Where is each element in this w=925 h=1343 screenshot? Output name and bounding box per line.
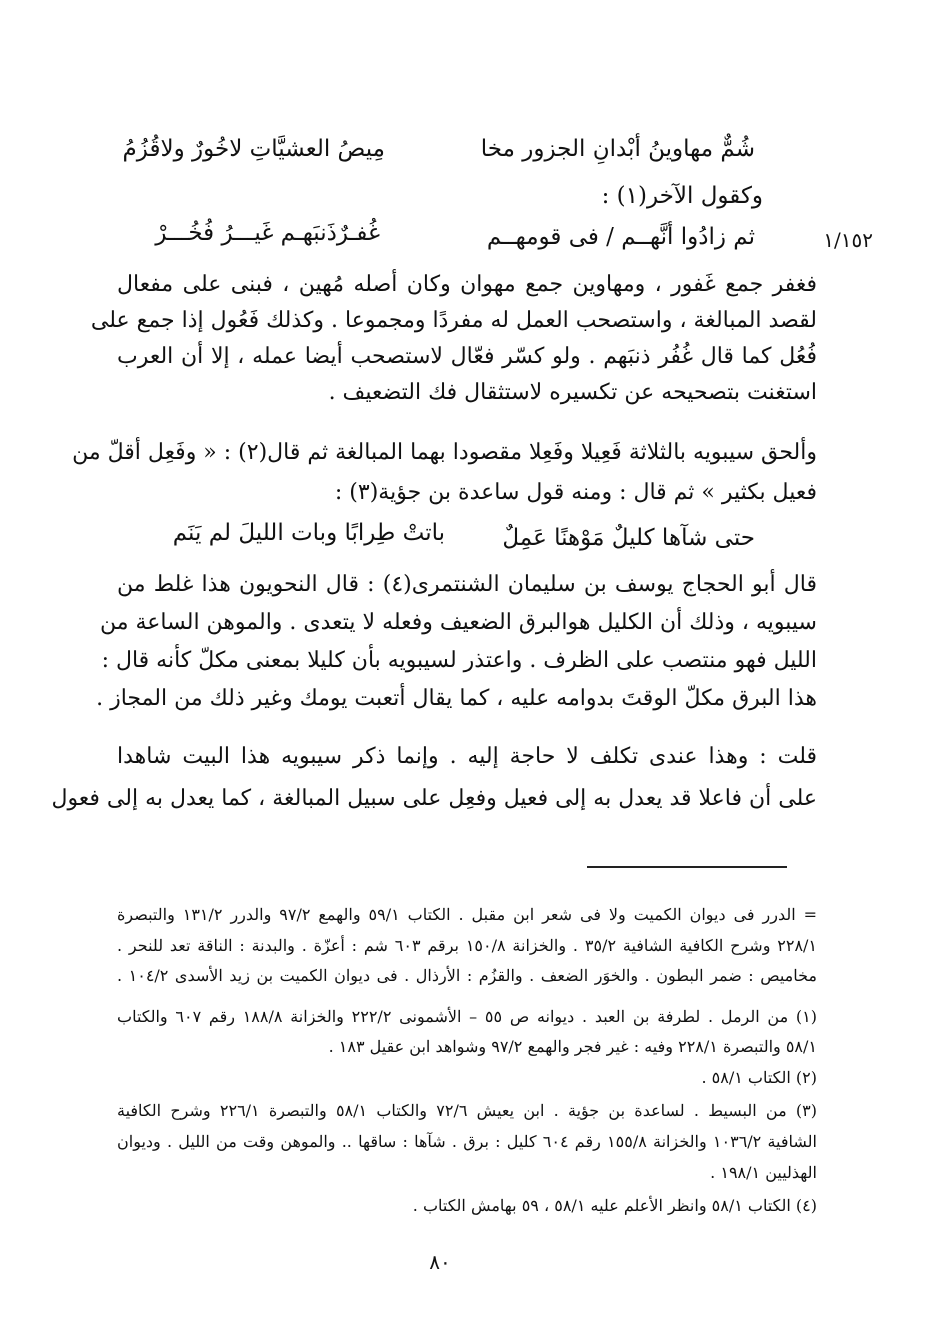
paragraph-3-line-3: الليل فهو منتصب على الظرف . واعتذر لسيبويه بأن كليلا بمعنى مكلّ كأنه قال :: [101, 648, 817, 673]
paragraph-1-line-3: فُعُل كما قال غُفُر ذنبَهم . ولو كسّر فعّال لاستصحب أيضا عمله ، إلا أن العرب: [117, 344, 817, 369]
paragraph-1-line-4: استغنت بتصحيحه عن تكسيره لاستثقال فك التضعيف .: [328, 380, 817, 405]
paragraph-4-line-2: على أن فاعلا قد يعدل به إلى فعيل وفعِل على سبيل المبالغة ، كما يعدل به إلى فعول: [51, 786, 817, 811]
margin-page-reference: ١/١٥٢: [823, 228, 873, 252]
verse-3-first-hemistich: حتى شآها كليلٌ مَوْهنًا عَمِلٌ: [502, 525, 755, 551]
footnote-1-line-2: ٥٨/١ والتبصرة ٢٢٨/١ وفيه : غير فجر والهمع ٩٧/٢ وشواهد ابن عقيل ١٨٣ .: [328, 1037, 817, 1056]
footnote-continuation-line-3: مخاميص : ضمر البطون . والخوَر الضعف . والقزُم : الأرذال . فى ديوان الكميت بن زيد الأسدى ١٠٤/٢ .: [117, 966, 818, 985]
footnote-separator: [587, 866, 787, 868]
paragraph-1-line-2: لقصد المبالغة ، واستصحب العمل له مفردًا ومجموعا . وكذلك فَعُول إذا جمع على: [90, 308, 817, 333]
paragraph-2-line-1: وألحق سيبويه بالثلاثة فَعِيلا وفَعِلا مقصودا بهما المبالغة ثم قال(٢) : « وفَعِل أقلّ من: [72, 440, 817, 465]
paragraph-3-line-1: قال أبو الحجاج يوسف بن سليمان الشنتمرى(٤) : قال النحويون هذا غلط من: [117, 572, 817, 597]
verse-2-intro: وكقول الآخر(١) :: [601, 183, 763, 209]
footnote-continuation-line-1: = الدرر فى ديوان الكميت ولا فى شعر ابن مقبل . الكتاب ٥٩/١ والهمع ٩٧/٢ والدرر ١٣١/٢ والتبصرة: [117, 905, 818, 924]
footnote-4: (٤) الكتاب ٥٨/١ وانظر الأعلم عليه ٥٨/١ ، ٥٩ بهامش الكتاب .: [412, 1196, 817, 1215]
footnote-3-line-2: الشافية ١٠٣٦/٢ والخزانة ١٥٥/٨ رقم ٦٠٤ كليل : برق . شآها : ساقها .. والموهن وقت من الليل . وديوان: [117, 1132, 818, 1151]
verse-3-second-hemistich: باتتْ طِرابًا وبات الليلَ لم يَنَم: [172, 520, 445, 546]
footnote-3-line-3: الهذليين ١٩٨/١ .: [710, 1163, 817, 1182]
verse-1-first-hemistich: شُمٌّ مهاوينُ أبْدانِ الجزور مخا: [480, 136, 755, 162]
paragraph-3-line-4: هذا البرق مكلّ الوقتَ بدوامه عليه ، كما يقال أتعبت يومك وغير ذلك من المجاز .: [96, 686, 817, 711]
paragraph-2-line-2: فعيل بكثير » ثم قال : ومنه قول ساعدة بن جؤية(٣) :: [334, 480, 817, 505]
paragraph-3-line-2: سيبويه ، وذلك أن الكليل هوالبرق الضعيف وفعله لا يتعدى . والموهن الساعة من: [99, 610, 817, 635]
verse-2-second-hemistich: غُفـرٌذَنبَهـم غَيـــرُ فُخُـــرْ: [155, 220, 380, 246]
footnote-3-line-1: (٣) من البسيط . لساعدة بن جؤية . ابن يعيش ٧٢/٦ والكتاب ٥٨/١ والتبصرة ٢٢٦/١ وشرح الكافية: [117, 1101, 818, 1120]
footnote-2: (٢) الكتاب ٥٨/١ .: [701, 1068, 817, 1087]
paragraph-1-line-1: فغفر جمع غَفور ، ومهاوين جمع مهوان وكان أصله مُهين ، فبنى على مفعال: [117, 272, 817, 297]
footnote-continuation-line-2: ٢٢٨/١ وشرح الكافية الشافية ٣٥/٢ . والخزانة ١٥٠/٨ برقم ٦٠٣ شم : أعزّة . والبدنة : الناقة تعد للنحر .: [117, 936, 818, 955]
verse-2-first-hemistich: ثم زادُوا أنَّهــم / فى قومهــم: [486, 224, 755, 250]
footnote-1-line-1: (١) من الرمل . لطرفة بن العبد . ديوانه ص ٥٥ – الأشمونى ٢٢٢/٢ والخزانة ١٨٨/٨ رقم ٦٠٧ والكتاب: [117, 1007, 818, 1026]
verse-1-second-hemistich: مِيصُ العشيَّاتِ لاخُورٌ ولاقُزُمُ: [122, 136, 385, 162]
page-number: ٨٠: [429, 1250, 451, 1274]
paragraph-4-line-1: قلت : وهذا عندى تكلف لا حاجة إليه . وإنما ذكر سيبويه هذا البيت شاهدا: [117, 744, 817, 769]
